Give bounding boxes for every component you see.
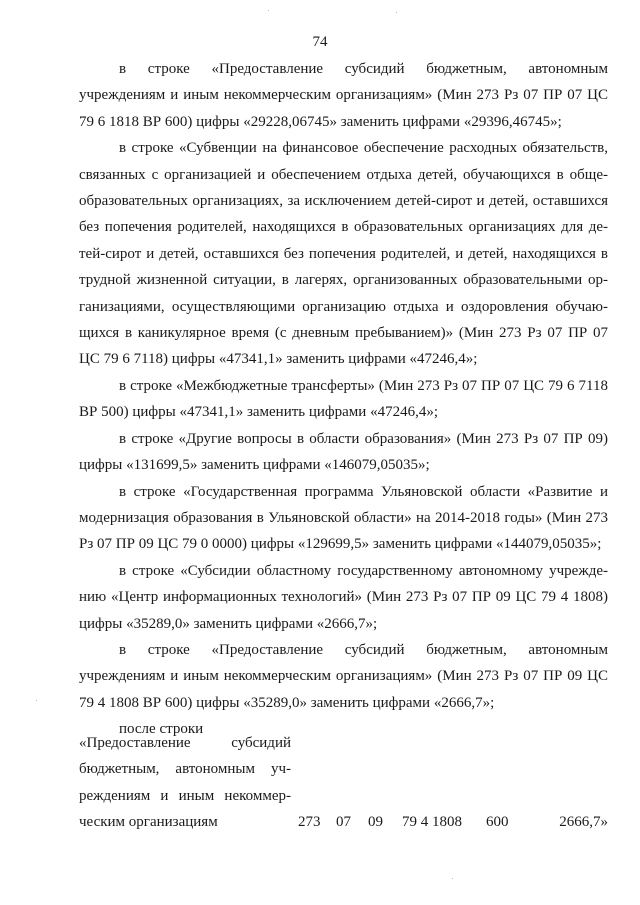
subsection-code: 09 xyxy=(368,814,383,830)
paragraph-4: в строке «Другие вопросы в области образования» (Мин 273 Рз 07 ПР 09) цифры «131699,5» заменить цифрами «146079,05035»; xyxy=(79,430,608,474)
page-number: 74 xyxy=(312,34,328,50)
budget-table-row xyxy=(79,730,608,836)
paragraph-7: в строке «Предоставление субсидий бюджетным, автономным учреждениям и иным некоммерческим организациям» (Мин 273 Рз 07 ПР 09 ЦС 79 4 1808 ВР 600) цифры «35289,0» заменить цифрами «2666,7»; xyxy=(79,641,608,711)
paragraph-3: в строке «Межбюджетные трансферты» (Мин 273 Рз 07 ПР 07 ЦС 79 6 7118 ВР 500) цифры «47341,1» заменить цифрами «47246,4»; xyxy=(79,377,608,421)
paragraph-5: в строке «Государственная программа Ульяновской области «Развитие и модернизация образования в Ульяновской области» на 2014-2018 годы» (Мин 273 Рз 07 ПР 09 ЦС 79 0 0000) цифры «129699,5» заменить цифрами «144079,05035»; xyxy=(79,483,608,553)
scan-speck xyxy=(396,12,397,13)
target-article-code: 79 4 1808 xyxy=(402,814,462,830)
expense-type-code: 600 xyxy=(486,814,509,830)
row-name-cell: «Предоставление субсидий бюджетным, автономным учреждениям и иным некоммерческим организациям xyxy=(79,735,291,831)
paragraph-2: в строке «Субвенции на финансовое обеспечение расходных обязательств, связанных с организацией и обеспечением отдыха детей, обучающихся в общеобразовательных организациях, за исключением детей-сирот и детей, оставшихся без попечения родителей, находящихся в образовательных организациях для детей-сирот и детей, оставшихся без попечения родителей, и детей, находящихся в трудной жизненной ситуации, в лагерях, организованных образовательными организациями, осуществляющими организацию отдыха и оздоровления обучающихся в каникулярное время (с дневным пребыванием)» (Мин 273 Рз 07 ПР 07 ЦС 79 6 7118) цифры «47341,1» заменить цифрами «47246,4»; xyxy=(79,140,608,368)
ministry-code: 273 xyxy=(298,814,321,830)
paragraph-6: в строке «Субсидии областному государственному автономному учреждению «Центр информационных технологий» (Мин 273 Рз 07 ПР 09 ЦС 79 4 1808) цифры «35289,0» заменить цифрами «2666,7»; xyxy=(79,562,608,632)
scan-speck xyxy=(268,10,269,11)
body-text xyxy=(79,56,608,743)
scan-speck xyxy=(452,878,453,879)
paragraph-8: после строки xyxy=(119,721,204,738)
section-code: 07 xyxy=(336,814,351,830)
paragraph-1: в строке «Предоставление субсидий бюджетным, автономным учреждениям и иным некоммерческим организациям» (Мин 273 Рз 07 ПР 07 ЦС 79 6 1818 ВР 600) цифры «29228,06745» заменить цифрами «29396,46745»; xyxy=(79,61,608,130)
row-codes xyxy=(298,809,526,835)
scan-speck xyxy=(36,700,37,701)
row-amount: 2666,7» xyxy=(559,814,608,830)
